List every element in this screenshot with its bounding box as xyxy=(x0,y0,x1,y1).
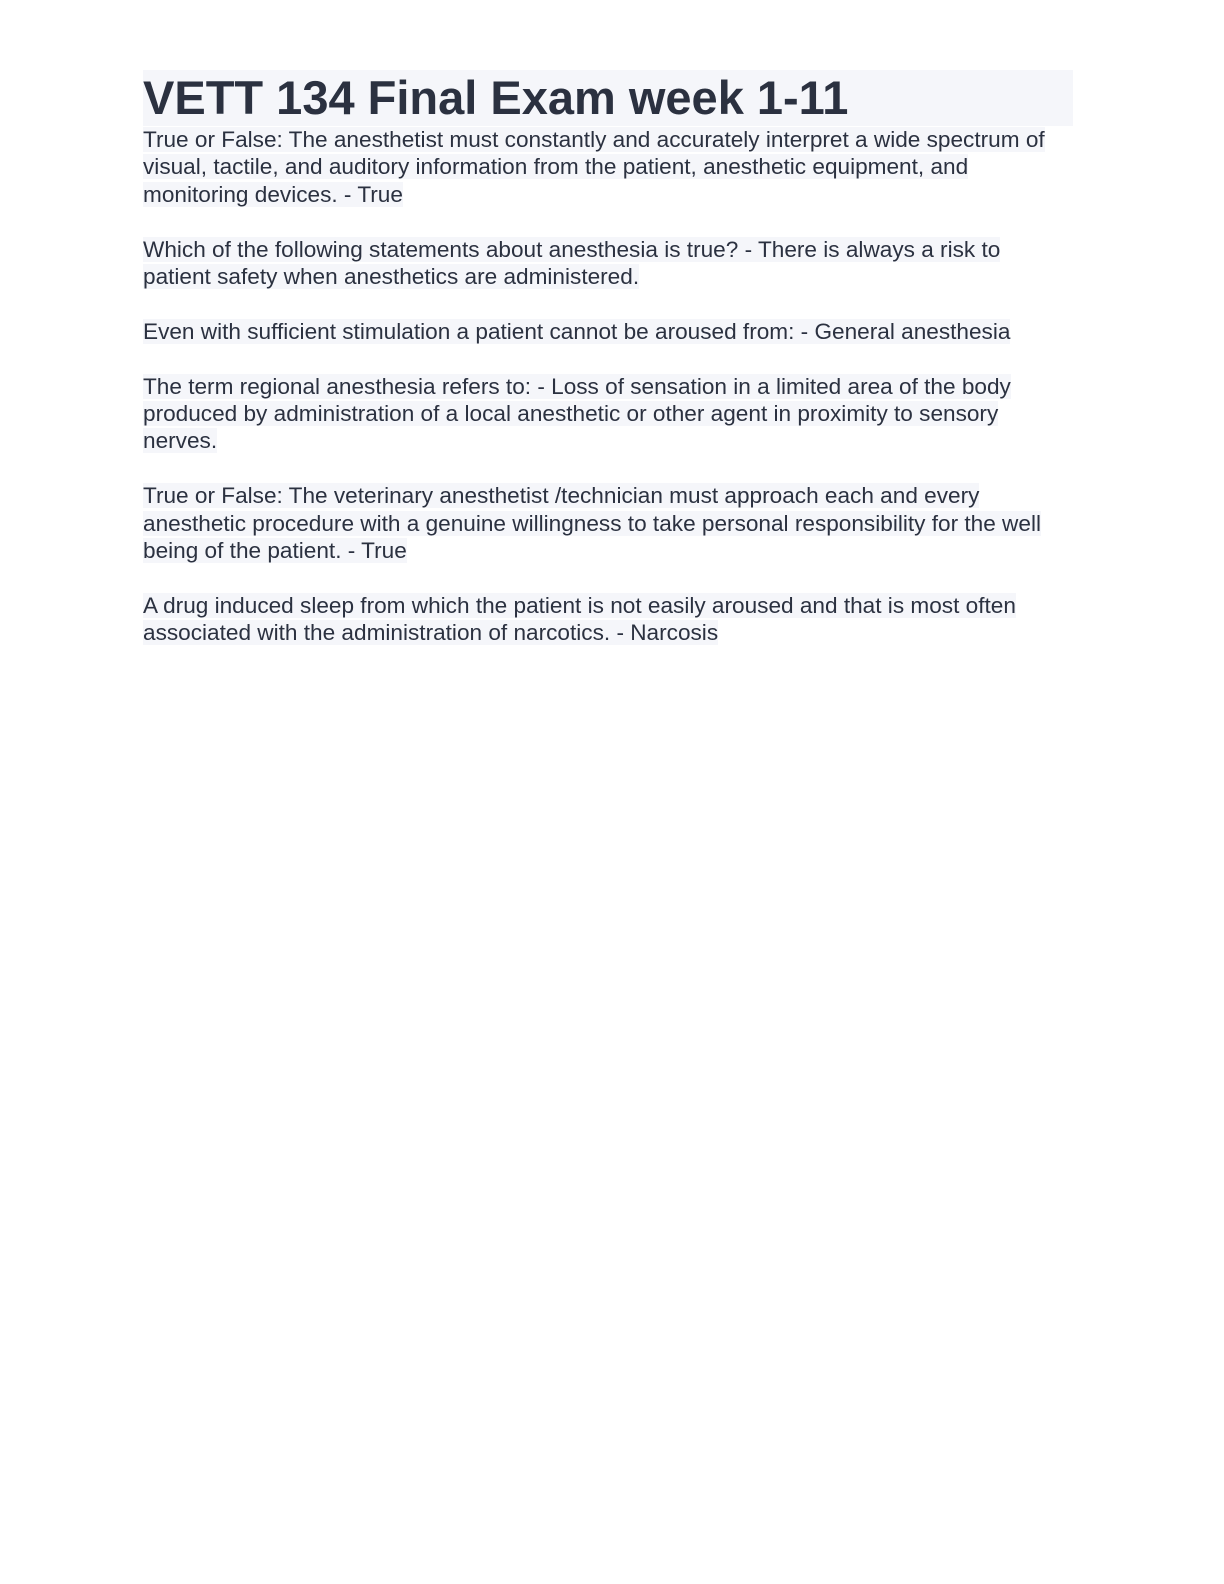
page-title: VETT 134 Final Exam week 1-11 xyxy=(143,70,1073,126)
question-answer-text: Which of the following statements about anesthesia is true? - There is always a risk to patient safety when anesthetics are administered. xyxy=(143,236,1001,290)
list-item xyxy=(143,318,1073,345)
list-item xyxy=(143,373,1073,455)
document-page xyxy=(143,70,1073,674)
question-answer-text: A drug induced sleep from which the patient is not easily aroused and that is most often associated with the administration of narcotics. - Narcosis xyxy=(143,592,1016,646)
list-item xyxy=(143,482,1073,564)
list-item xyxy=(143,126,1073,208)
question-answer-text: Even with sufficient stimulation a patient cannot be aroused from: - General anesthesia xyxy=(143,318,1011,344)
question-answer-list xyxy=(143,126,1073,647)
list-item xyxy=(143,592,1073,647)
question-answer-text: True or False: The anesthetist must constantly and accurately interpret a wide spectrum of visual, tactile, and auditory information from the patient, anesthetic equipment, and monitoring devices. - True xyxy=(143,127,1045,207)
question-answer-text: True or False: The veterinary anesthetist /technician must approach each and every anesthetic procedure with a genuine willingness to take personal responsibility for the well being of the patient. - True xyxy=(143,483,1041,564)
question-answer-text: The term regional anesthesia refers to: - Loss of sensation in a limited area of the body produced by administration of a local anesthetic or other agent in proximity to sensory nerves. xyxy=(143,373,1011,454)
list-item xyxy=(143,236,1073,291)
